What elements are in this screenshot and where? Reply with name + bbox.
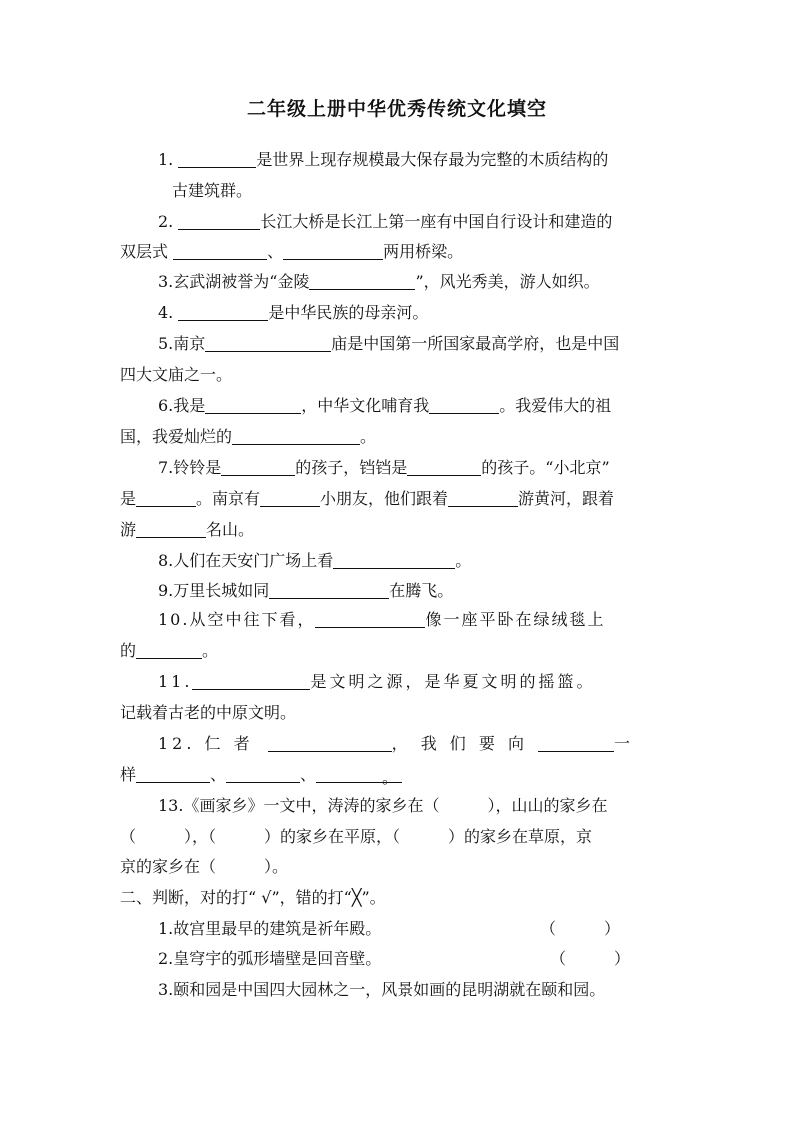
question-text: 。 <box>382 768 399 787</box>
question-text: 游黄河，跟着 <box>518 489 615 508</box>
question-text: 是文明之源，是华夏文明的摇篮。 <box>310 672 596 691</box>
question-8 <box>120 547 680 575</box>
question-2-line-2 <box>120 238 680 266</box>
answer-blank[interactable] <box>205 395 301 414</box>
question-text: 。南京有 <box>196 489 261 508</box>
question-text: 是 <box>120 489 137 508</box>
question-text: 是中华民族的母亲河。 <box>268 303 429 322</box>
question-number: 2. <box>158 212 174 231</box>
question-text: 的 <box>120 641 137 660</box>
question-text: ， 我 们 要 向 <box>391 734 528 753</box>
question-text: 一 <box>613 734 634 753</box>
answer-blank[interactable] <box>260 488 320 507</box>
question-text: ”，风光秀美，游人如织。 <box>415 272 600 291</box>
question-6-line-2 <box>120 423 680 451</box>
answer-blank[interactable] <box>136 488 196 507</box>
judge-paren-2[interactable]: （ ） <box>550 949 631 968</box>
question-text: 12. 仁 者 <box>158 734 254 753</box>
question-3 <box>120 268 680 296</box>
answer-blank[interactable] <box>136 519 206 538</box>
question-text: 两用桥梁。 <box>383 242 464 261</box>
question-text: 游 <box>120 520 137 539</box>
answer-blank[interactable] <box>178 302 268 321</box>
question-9 <box>120 577 680 605</box>
question-text: 的孩子，铛铛是 <box>295 458 408 477</box>
answer-blank[interactable] <box>283 241 383 260</box>
question-text: 。 <box>202 641 219 660</box>
answer-blank[interactable] <box>407 457 481 476</box>
question-text: 3.玄武湖被誉为“金陵 <box>158 272 310 291</box>
question-text: 11. <box>158 672 193 691</box>
separator: 、 <box>210 765 227 784</box>
question-text: 的孩子。“小北京” <box>481 458 610 477</box>
answer-blank[interactable] <box>205 333 331 352</box>
question-text: 。 <box>455 551 472 570</box>
question-5-line-2: 四大文庙之一。 <box>120 365 233 384</box>
question-10-line-1 <box>120 606 680 634</box>
judge-item-3: 3.颐和园是中国四大园林之一，风景如画的昆明湖就在颐和园。 <box>158 980 606 999</box>
question-text: 像一座平卧在绿绒毯上 <box>425 610 606 629</box>
question-text: 名山。 <box>206 520 255 539</box>
question-text: 9.万里长城如同 <box>158 581 270 600</box>
question-10-line-2 <box>120 637 680 665</box>
question-text: 国，我爱灿烂的 <box>120 427 233 446</box>
judge-paren-1[interactable]: （ ） <box>540 919 621 938</box>
question-text: 7.铃铃是 <box>158 458 222 477</box>
question-text: ，中华文化哺育我 <box>301 396 430 415</box>
question-5-line-1 <box>120 330 680 358</box>
question-13-line-3: 京的家乡在（ ）。 <box>120 857 289 876</box>
question-11-line-2: 记载着古老的中原文明。 <box>120 703 297 722</box>
question-1-line-2: 古建筑群。 <box>172 181 253 200</box>
question-text: 小朋友，他们跟着 <box>320 489 449 508</box>
answer-blank[interactable] <box>429 395 499 414</box>
judge-item-1: 1.故宫里最早的建筑是祈年殿。 <box>158 919 382 938</box>
page-title: 二年级上册中华优秀传统文化填空 <box>246 98 547 120</box>
question-text: 。我爱伟大的祖 <box>499 396 612 415</box>
answer-blank[interactable] <box>448 488 518 507</box>
answer-blank[interactable] <box>268 733 392 752</box>
separator: 、 <box>300 765 317 784</box>
answer-blank[interactable] <box>315 609 425 628</box>
judge-item-2: 2.皇穹宇的弧形墙壁是回音壁。 <box>158 949 382 968</box>
question-12-line-1 <box>120 730 680 758</box>
question-text: 。 <box>360 427 377 446</box>
answer-blank[interactable] <box>221 457 295 476</box>
question-text: 5.南京 <box>158 334 206 353</box>
answer-blank[interactable] <box>226 764 300 783</box>
answer-blank[interactable] <box>178 211 260 230</box>
answer-blank[interactable] <box>178 149 256 168</box>
question-text: 10.从空中往下看， <box>158 610 316 629</box>
question-text: 双层式 <box>120 242 169 261</box>
question-1-line-1 <box>120 146 680 174</box>
question-text: 6.我是 <box>158 396 206 415</box>
question-7-line-3 <box>120 516 680 544</box>
section-heading: 二、判断，对的打“ √”，错的打“╳”。 <box>120 888 386 907</box>
question-2-line-1 <box>120 208 680 236</box>
question-text: 在腾飞。 <box>389 581 454 600</box>
question-11-line-1 <box>120 668 680 696</box>
question-7-line-2 <box>120 485 680 513</box>
question-6-line-1 <box>120 392 680 420</box>
question-13-line-1: 13.《画家乡》一文中，涛涛的家乡在（ ），山山的家乡在 <box>158 796 608 815</box>
question-4 <box>120 299 680 327</box>
question-text: 是世界上现存规模最大保存最为完整的木质结构的 <box>256 150 609 169</box>
question-text: 样 <box>120 765 137 784</box>
answer-blank[interactable] <box>173 241 267 260</box>
answer-blank[interactable] <box>269 580 389 599</box>
trailing-underline <box>382 764 402 787</box>
question-12-line-2 <box>120 761 680 789</box>
answer-blank[interactable] <box>316 764 382 783</box>
answer-blank[interactable] <box>333 550 455 569</box>
question-7-line-1 <box>120 454 680 482</box>
question-number: 4. <box>158 303 174 322</box>
answer-blank[interactable] <box>538 733 614 752</box>
answer-blank[interactable] <box>136 764 210 783</box>
question-13-line-2: （ ），（ ）的家乡在平原，（ ）的家乡在草原，京 <box>120 827 593 846</box>
answer-blank[interactable] <box>232 426 360 445</box>
answer-blank[interactable] <box>309 271 415 290</box>
question-text: 长江大桥是长江上第一座有中国自行设计和建造的 <box>260 212 613 231</box>
answer-blank[interactable] <box>136 640 202 659</box>
question-text: 庙是中国第一所国家最高学府，也是中国 <box>331 334 620 353</box>
question-text: 8.人们在天安门广场上看 <box>158 551 334 570</box>
answer-blank[interactable] <box>192 671 310 690</box>
separator: 、 <box>267 242 284 261</box>
question-number: 1. <box>158 150 174 169</box>
